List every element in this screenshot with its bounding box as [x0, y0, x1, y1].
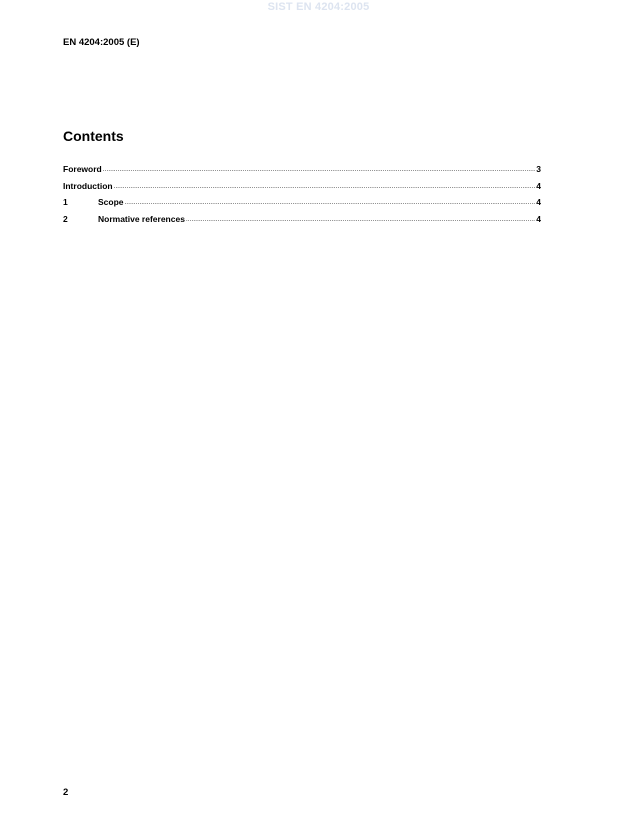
toc-entry-title: Introduction: [63, 180, 113, 191]
toc-entry-page: 4: [536, 180, 541, 191]
toc-entry-page: 4: [536, 197, 541, 207]
toc-leader-dots: [125, 197, 536, 209]
toc-entry-scope[interactable]: [63, 196, 541, 213]
toc-entry-introduction[interactable]: [63, 180, 541, 197]
toc-entry-page: 3: [536, 164, 541, 174]
page-number: 2: [63, 787, 69, 798]
contents-heading: Contents: [63, 128, 124, 144]
document-id-header: EN 4204:2005 (E): [63, 37, 140, 48]
toc-entry-title: Foreword: [63, 164, 102, 174]
watermark-text: SIST EN 4204:2005: [267, 1, 370, 13]
toc-leader-dots: [186, 214, 535, 226]
toc-leader-dots: [114, 181, 536, 193]
toc-entry-number: 2: [63, 213, 68, 224]
toc-entry-page: 4: [536, 213, 541, 224]
toc-entry-normative-references[interactable]: [63, 213, 541, 230]
toc-entry-number: 1: [63, 197, 68, 207]
toc-entry-title: Scope: [98, 197, 124, 207]
toc-leader-dots: [103, 164, 536, 176]
table-of-contents: [63, 163, 541, 229]
toc-entry-title: Normative references: [98, 213, 185, 224]
toc-entry-foreword[interactable]: [63, 163, 541, 180]
